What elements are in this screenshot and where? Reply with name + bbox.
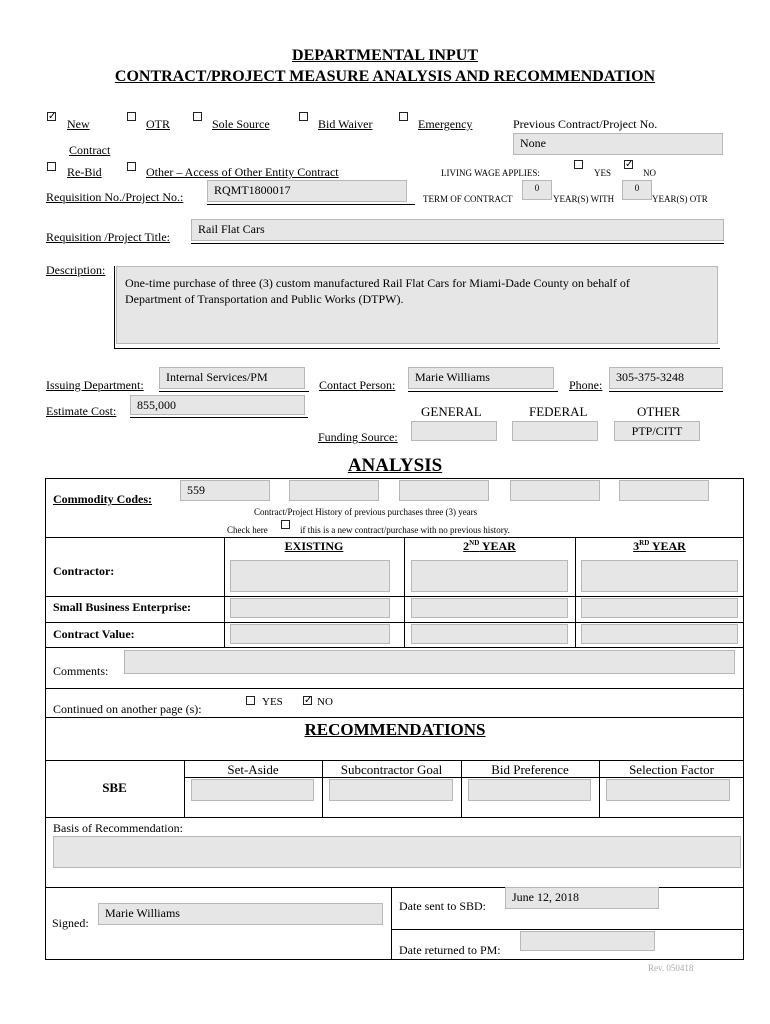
project-title-label: Requisition /Project Title:: [46, 230, 171, 244]
commodity-code-4[interactable]: [510, 480, 600, 501]
funding-federal-label: FEDERAL: [529, 404, 588, 419]
rebid-checkbox[interactable]: [47, 162, 56, 171]
form-title: DEPARTMENTAL INPUT: [292, 47, 478, 64]
value-2nd-field[interactable]: [411, 624, 568, 644]
bid-preference-field[interactable]: [468, 779, 591, 801]
otr-label: OTR: [146, 117, 170, 131]
term-otr-field[interactable]: 0: [622, 180, 652, 200]
row-sbe: SBE: [102, 780, 127, 795]
revision-label: Rev. 050418: [648, 963, 694, 973]
estimate-cost-field[interactable]: 855,000: [130, 395, 305, 415]
commodity-code-1[interactable]: 559: [180, 480, 270, 501]
contractor-2nd-field[interactable]: [411, 560, 568, 592]
funding-federal-field[interactable]: [512, 421, 598, 441]
commodity-code-2[interactable]: [289, 480, 379, 501]
col-set-aside: Set-Aside: [227, 762, 279, 777]
row-sbe-label: Small Business Enterprise:: [53, 600, 192, 614]
basis-field[interactable]: [53, 836, 741, 868]
col-selection-factor: Selection Factor: [629, 762, 714, 777]
sole-source-checkbox[interactable]: [193, 112, 202, 121]
previous-contract-label: Previous Contract/Project No.: [513, 117, 658, 131]
funding-other-field[interactable]: PTP/CITT: [614, 421, 700, 441]
funding-source-label: Funding Source:: [318, 430, 398, 444]
basis-label: Basis of Recommendation:: [53, 821, 183, 835]
comments-field[interactable]: [124, 650, 735, 674]
set-aside-field[interactable]: [191, 779, 314, 801]
col-2nd-year: 2ND YEAR: [463, 539, 516, 553]
new-contract-label: Contract: [69, 143, 111, 157]
description-label: Description:: [46, 263, 106, 277]
term-years-field[interactable]: 0: [522, 180, 552, 200]
living-wage-yes-label: YES: [594, 168, 612, 178]
living-wage-label: LIVING WAGE APPLIES:: [441, 168, 540, 178]
living-wage-yes-checkbox[interactable]: [574, 160, 583, 169]
form-subtitle: CONTRACT/PROJECT MEASURE ANALYSIS AND RECOMMENDATION: [114, 68, 656, 85]
commodity-code-3[interactable]: [399, 480, 489, 501]
recommendations-heading: RECOMMENDATIONS: [304, 720, 486, 739]
description-line-1: One-time purchase of three (3) custom manufactured Rail Flat Cars for Miami-Dade County on behalf of: [125, 276, 630, 290]
contractor-existing-field[interactable]: [230, 560, 390, 592]
description-field[interactable]: [116, 266, 718, 344]
history-text: Contract/Project History of previous purchases three (3) years: [254, 507, 478, 517]
signed-field[interactable]: Marie Williams: [98, 903, 383, 925]
date-sent-label: Date sent to SBD:: [399, 899, 486, 913]
value-3rd-field[interactable]: [581, 624, 738, 644]
phone-field[interactable]: 305-375-3248: [609, 367, 723, 389]
row-contractor-label: Contractor:: [53, 564, 115, 578]
continued-yes-label: YES: [262, 696, 283, 708]
value-existing-field[interactable]: [230, 624, 390, 644]
date-returned-label: Date returned to PM:: [399, 943, 501, 957]
living-wage-no-label: NO: [643, 168, 656, 178]
phone-label: Phone:: [569, 378, 603, 392]
continued-yes-checkbox[interactable]: [246, 696, 255, 705]
bid-waiver-label: Bid Waiver: [318, 117, 373, 131]
continued-no-label: NO: [317, 696, 333, 708]
new-checkbox[interactable]: ✓: [48, 111, 57, 122]
no-history-checkbox[interactable]: [281, 520, 290, 529]
term-otr-label: YEAR(S) OTR: [652, 194, 708, 204]
funding-other-label: OTHER: [637, 404, 681, 419]
new-label: New: [67, 117, 90, 131]
commodity-code-5[interactable]: [619, 480, 709, 501]
contact-person-field[interactable]: Marie Williams: [408, 367, 554, 389]
sbe-existing-field[interactable]: [230, 598, 390, 618]
requisition-no-field[interactable]: RQMT1800017: [207, 180, 407, 202]
previous-contract-field[interactable]: None: [513, 133, 723, 155]
otr-checkbox[interactable]: [127, 112, 136, 121]
rebid-label: Re-Bid: [67, 165, 102, 179]
living-wage-no-checkbox[interactable]: ✓: [625, 159, 634, 170]
requisition-no-label: Requisition No./Project No.:: [46, 190, 184, 204]
sbe-2nd-field[interactable]: [411, 598, 568, 618]
no-history-text: if this is a new contract/purchase with no previous history.: [300, 525, 510, 535]
funding-general-field[interactable]: [411, 421, 497, 441]
continued-label: Continued on another page (s):: [53, 702, 202, 716]
issuing-department-field[interactable]: Internal Services/PM: [159, 367, 305, 389]
row-contract-value-label: Contract Value:: [53, 627, 135, 641]
col-subcontractor-goal: Subcontractor Goal: [340, 762, 443, 777]
sole-source-label: Sole Source: [212, 117, 270, 131]
commodity-codes-label: Commodity Codes:: [53, 492, 152, 506]
funding-general-label: GENERAL: [421, 404, 482, 419]
continued-no-checkbox[interactable]: ✓: [304, 695, 313, 706]
other-label: Other – Access of Other Entity Contract: [146, 165, 339, 179]
other-checkbox[interactable]: [127, 162, 136, 171]
comments-label: Comments:: [53, 664, 109, 678]
contact-person-label: Contact Person:: [319, 378, 396, 392]
col-existing: EXISTING: [284, 539, 344, 553]
col-bid-preference: Bid Preference: [491, 762, 569, 777]
date-returned-field[interactable]: [520, 931, 655, 951]
issuing-department-label: Issuing Department:: [46, 378, 144, 392]
col-3rd-year: 3RD YEAR: [633, 539, 686, 553]
selection-factor-field[interactable]: [606, 779, 730, 801]
term-with-label: YEAR(S) WITH: [553, 194, 615, 204]
signed-label: Signed:: [52, 916, 89, 930]
emergency-checkbox[interactable]: [399, 112, 408, 121]
bid-waiver-checkbox[interactable]: [299, 112, 308, 121]
date-sent-field[interactable]: June 12, 2018: [505, 887, 659, 909]
term-label: TERM OF CONTRACT: [423, 194, 513, 204]
analysis-heading: ANALYSIS: [347, 455, 443, 476]
project-title-field[interactable]: Rail Flat Cars: [191, 219, 724, 241]
description-line-2: Department of Transportation and Public Works (DTPW).: [125, 292, 404, 306]
emergency-label: Emergency: [418, 117, 473, 131]
sbe-3rd-field[interactable]: [581, 598, 738, 618]
subcontractor-goal-field[interactable]: [329, 779, 453, 801]
estimate-cost-label: Estimate Cost:: [46, 404, 117, 418]
contractor-3rd-field[interactable]: [581, 560, 738, 592]
check-here-label: Check here: [227, 525, 268, 535]
